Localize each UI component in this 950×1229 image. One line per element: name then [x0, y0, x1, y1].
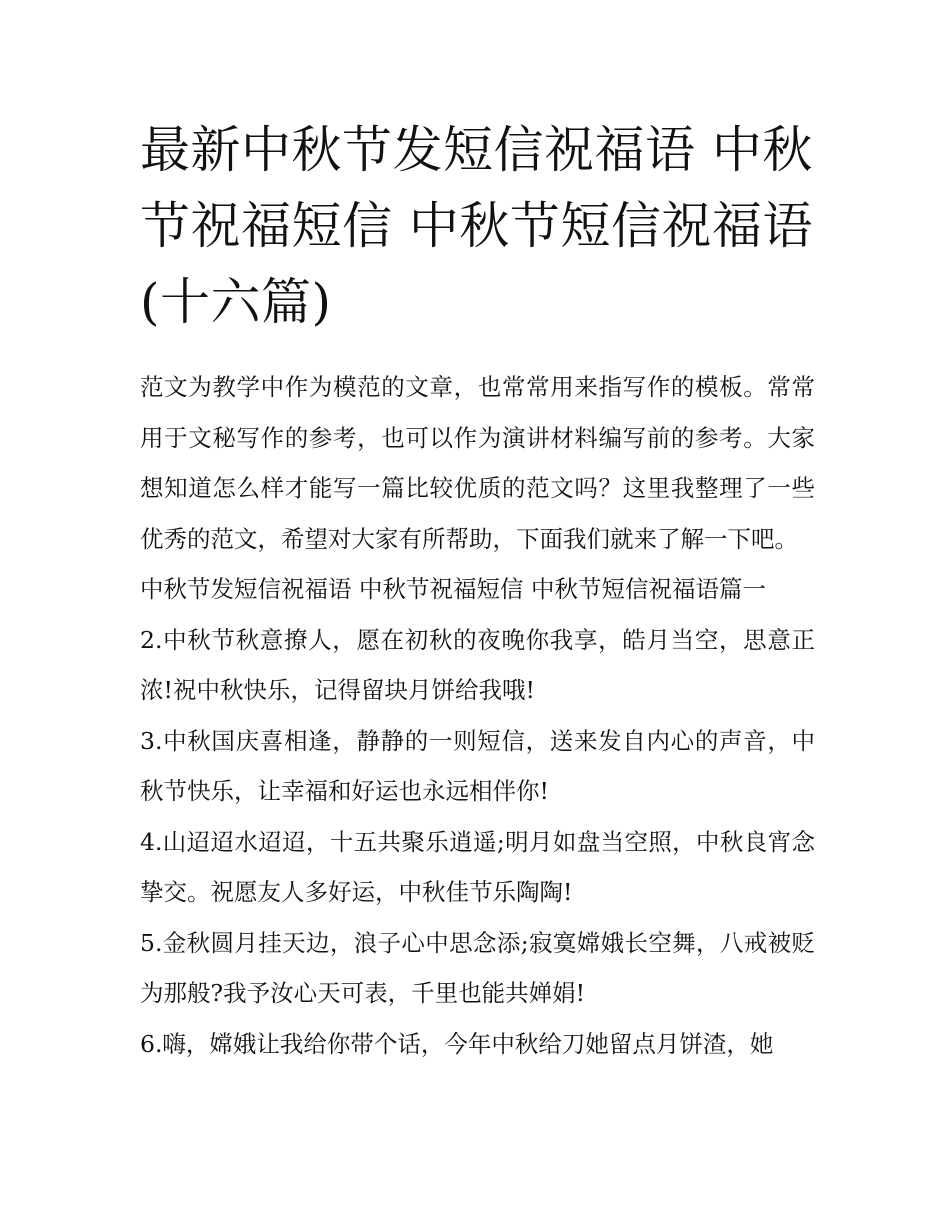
- list-item: 2.中秋节秋意撩人，愿在初秋的夜晚你我享，皓月当空，思意正浓!祝中秋快乐，记得留块月饼给我哦!: [140, 625, 815, 704]
- list-item: 6.嗨，嫦娥让我给你带个话，今年中秋给刀她留点月饼渣，她: [140, 1029, 774, 1058]
- list-item: 3.中秋国庆喜相逢，静静的一则短信，送来发自内心的声音，中秋节快乐，让幸福和好运也永远相伴你!: [140, 726, 815, 805]
- document-title: 最新中秋节发短信祝福语 中秋节祝福短信 中秋节短信祝福语(十六篇): [140, 121, 813, 331]
- list-item: 5.金秋圆月挂天边，浪子心中思念添;寂寞嫦娥长空舞，八戒被贬为那般?我予汝心天可表，千里也能共婵娟!: [140, 928, 815, 1007]
- document-body: [140, 362, 815, 1069]
- list-item: 4.山迢迢水迢迢，十五共聚乐逍遥;明月如盘当空照，中秋良宵念挚交。祝愿友人多好运，中秋佳节乐陶陶!: [140, 827, 815, 906]
- section-heading: 中秋节发短信祝福语 中秋节祝福短信 中秋节短信祝福语篇一: [140, 575, 766, 603]
- intro-paragraph: 范文为教学中作为模范的文章，也常常用来指写作的模板。常常用于文秘写作的参考，也可以作为演讲材料编写前的参考。大家想知道怎么样才能写一篇比较优质的范文吗？这里我整理了一些优秀的范文，希望对大家有所帮助，下面我们就来了解一下吧。: [140, 373, 815, 553]
- document-page: [140, 112, 815, 1069]
